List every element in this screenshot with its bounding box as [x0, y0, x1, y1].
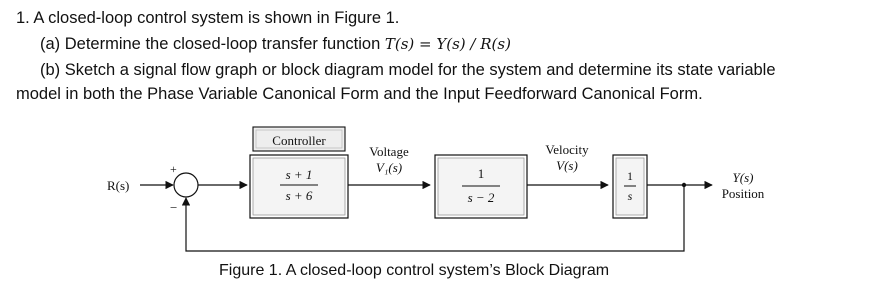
question-part-b-line-1: (b) Sketch a signal flow graph or block diagram model for the system and determine its state variable: [40, 61, 776, 79]
controller-numerator: s + 1: [285, 167, 313, 182]
transfer-function-expression: T(s) = Y(s) / R(s): [384, 35, 511, 53]
voltage-symbol: V₁(s): [375, 160, 403, 175]
plant-block: [435, 155, 527, 218]
output-sublabel: Position: [721, 186, 765, 201]
controller-denominator: s + 6: [285, 188, 313, 203]
voltage-label: Voltage: [369, 144, 409, 159]
summing-circle: [174, 173, 198, 197]
input-label: R(s): [107, 178, 130, 193]
velocity-label: Velocity: [545, 142, 589, 157]
output-label: Y(s): [732, 170, 754, 185]
figure-caption: Figure 1. A closed-loop control system’s Block Diagram: [219, 262, 610, 279]
integrator-denominator: s: [627, 189, 633, 203]
plus-sign: +: [170, 162, 177, 176]
part-a-text: (a) Determine the closed-loop transfer function: [40, 35, 385, 53]
integrator-block: [613, 155, 647, 218]
integrator-numerator: 1: [627, 169, 633, 183]
velocity-symbol: V(s): [556, 158, 578, 173]
question-part-b-line-2: model in both the Phase Variable Canonical Form and the Input Feedforward Canonical Form.: [16, 85, 703, 103]
question-line-1: 1. A closed-loop control system is shown in Figure 1.: [16, 9, 400, 27]
plant-denominator: s − 2: [467, 190, 495, 205]
minus-sign: −: [170, 200, 178, 215]
input-signal: [107, 178, 173, 193]
controller-label: Controller: [272, 133, 326, 148]
controller-block: [250, 127, 348, 218]
summing-junction: [170, 162, 198, 215]
plant-numerator: 1: [477, 166, 485, 181]
